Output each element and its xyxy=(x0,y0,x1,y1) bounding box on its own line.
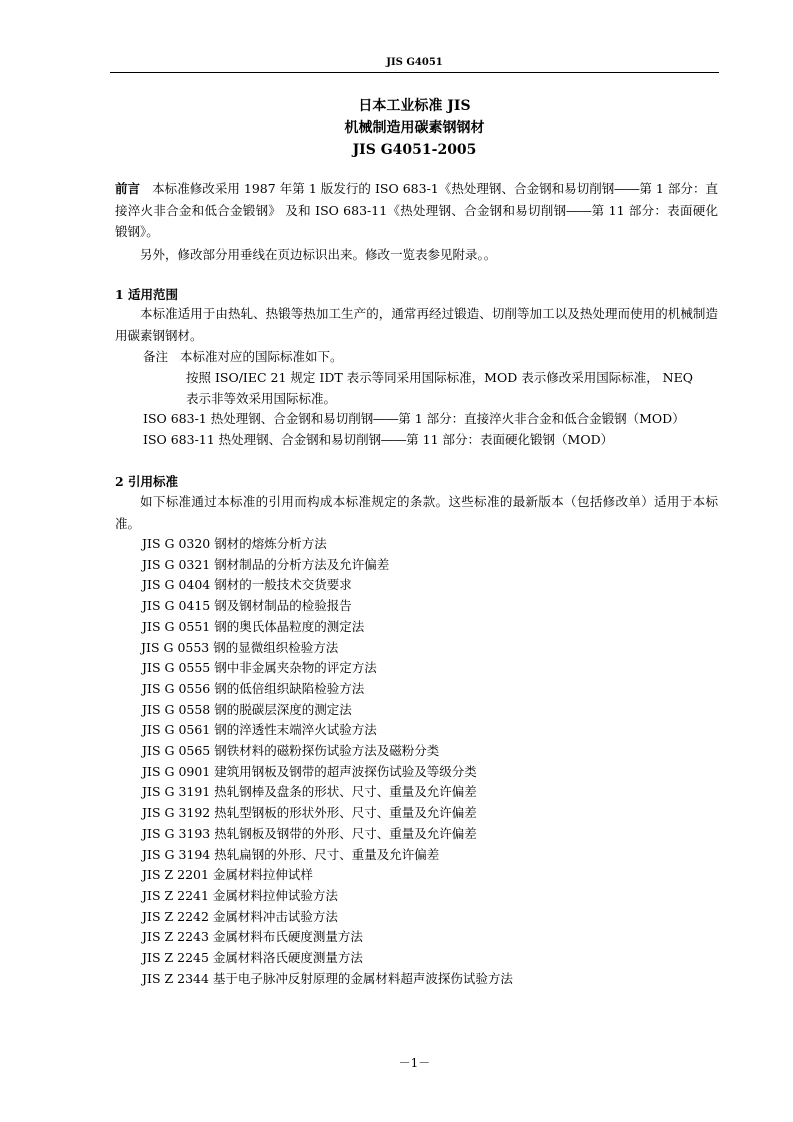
reference-item: JIS G 0558 钢的脱碳层深度的测定法 xyxy=(142,701,352,717)
preface-paragraph xyxy=(115,178,718,243)
title-line-2: 机械制造用碳素钢钢材 xyxy=(344,120,485,136)
reference-item: JIS G 0561 钢的淬透性末端淬火试验方法 xyxy=(142,722,377,738)
reference-item: JIS G 0555 钢中非金属夹杂物的评定方法 xyxy=(142,660,377,676)
reference-item: JIS G 0404 钢材的一般技术交货要求 xyxy=(142,577,352,593)
running-header: JIS G4051 xyxy=(386,57,443,68)
reference-item: JIS Z 2245 金属材料洛氏硬度测量方法 xyxy=(142,950,363,965)
note-line xyxy=(143,348,342,366)
title-line-3: JIS G4051-2005 xyxy=(352,142,477,158)
reference-item: JIS G 0321 钢材制品的分析方法及允许偏差 xyxy=(142,556,390,572)
note-label: 备注 xyxy=(143,349,169,364)
iso-reference-1: ISO 683-1 热处理钢、合金钢和易切削钢――第 1 部分：直接淬火非合金和低合金锻钢（MOD） xyxy=(143,411,685,426)
reference-item: JIS G 0415 钢及钢材制品的检验报告 xyxy=(142,598,352,614)
section-2-heading: 2 引用标准 xyxy=(115,474,179,489)
reference-item: JIS Z 2344 基于电子脉冲反射原理的金属材料超声波探伤试验方法 xyxy=(142,970,513,986)
preface-text: 本标准修改采用 1987 年第 1 版发行的 ISO 683-1《热处理钢、合金钢和易切削钢――第 1 部分：直接淬火非合金和低合金锻钢》 及和 ISO 683-11《热处理钢、合金钢和易切削钢――第 11 部分：表面硬化锻钢》。 xyxy=(115,181,718,239)
reference-item: JIS G 3194 热轧扁钢的外形、尺寸、重量及允许偏差 xyxy=(142,846,440,862)
page-number: －1－ xyxy=(398,1056,431,1070)
note-detail-2: 表示非等效采用国际标准。 xyxy=(186,391,337,406)
reference-item: JIS G 0565 钢铁材料的磁粉探伤试验方法及磁粉分类 xyxy=(142,743,440,758)
reference-item: JIS Z 2241 金属材料拉伸试验方法 xyxy=(142,887,338,903)
reference-item: JIS G 3193 热轧钢板及钢带的外形、尺寸、重量及允许偏差 xyxy=(142,825,477,841)
note-detail-1: 按照 ISO/IEC 21 规定 IDT 表示等同采用国际标准，MOD 表示修改采用国际标准， NEQ xyxy=(186,370,693,385)
note-text: 本标准对应的国际标准如下。 xyxy=(179,349,343,364)
reference-item: JIS Z 2243 金属材料布氏硬度测量方法 xyxy=(142,929,363,945)
reference-item: JIS G 0901 建筑用钢板及钢带的超声波探伤试验及等级分类 xyxy=(142,763,477,779)
section-1-heading: 1 适用范围 xyxy=(115,287,179,302)
reference-item: JIS Z 2242 金属材料冲击试验方法 xyxy=(142,908,338,924)
reference-item: JIS G 3191 热轧钢棒及盘条的形状、尺寸、重量及允许偏差 xyxy=(142,784,477,800)
reference-item: JIS G 3192 热轧型钢板的形状外形、尺寸、重量及允许偏差 xyxy=(142,805,477,821)
section-2-text: 如下标准通过本标准的引用而构成本标准规定的条款。这些标准的最新版本（包括修改单）适用于本标准。 xyxy=(115,494,718,531)
header-rule xyxy=(110,72,719,73)
section-1-text: 本标准适用于由热轧、热锻等热加工生产的，通常再经过锻造、切削等加工以及热处理而使用的机械制造用碳素钢钢材。 xyxy=(115,306,718,343)
reference-item: JIS G 0553 钢的显微组织检验方法 xyxy=(141,639,339,655)
title-line-1: 日本工业标准 JIS xyxy=(358,98,471,114)
iso-reference-2: ISO 683-11 热处理钢、合金钢和易切削钢――第 11 部分：表面硬化锻钢（MOD） xyxy=(143,432,614,447)
reference-item: JIS G 0320 钢材的熔炼分析方法 xyxy=(142,536,327,551)
preface-text-2: 另外，修改部分用垂线在页边标识出来。修改一览表参见附录。。 xyxy=(140,247,497,262)
reference-item: JIS G 0556 钢的低倍组织缺陷检验方法 xyxy=(142,680,365,696)
reference-item: JIS Z 2201 金属材料拉伸试样 xyxy=(142,867,313,883)
preface-label: 前言 xyxy=(115,181,141,196)
reference-item: JIS G 0551 钢的奥氏体晶粒度的测定法 xyxy=(142,618,365,634)
